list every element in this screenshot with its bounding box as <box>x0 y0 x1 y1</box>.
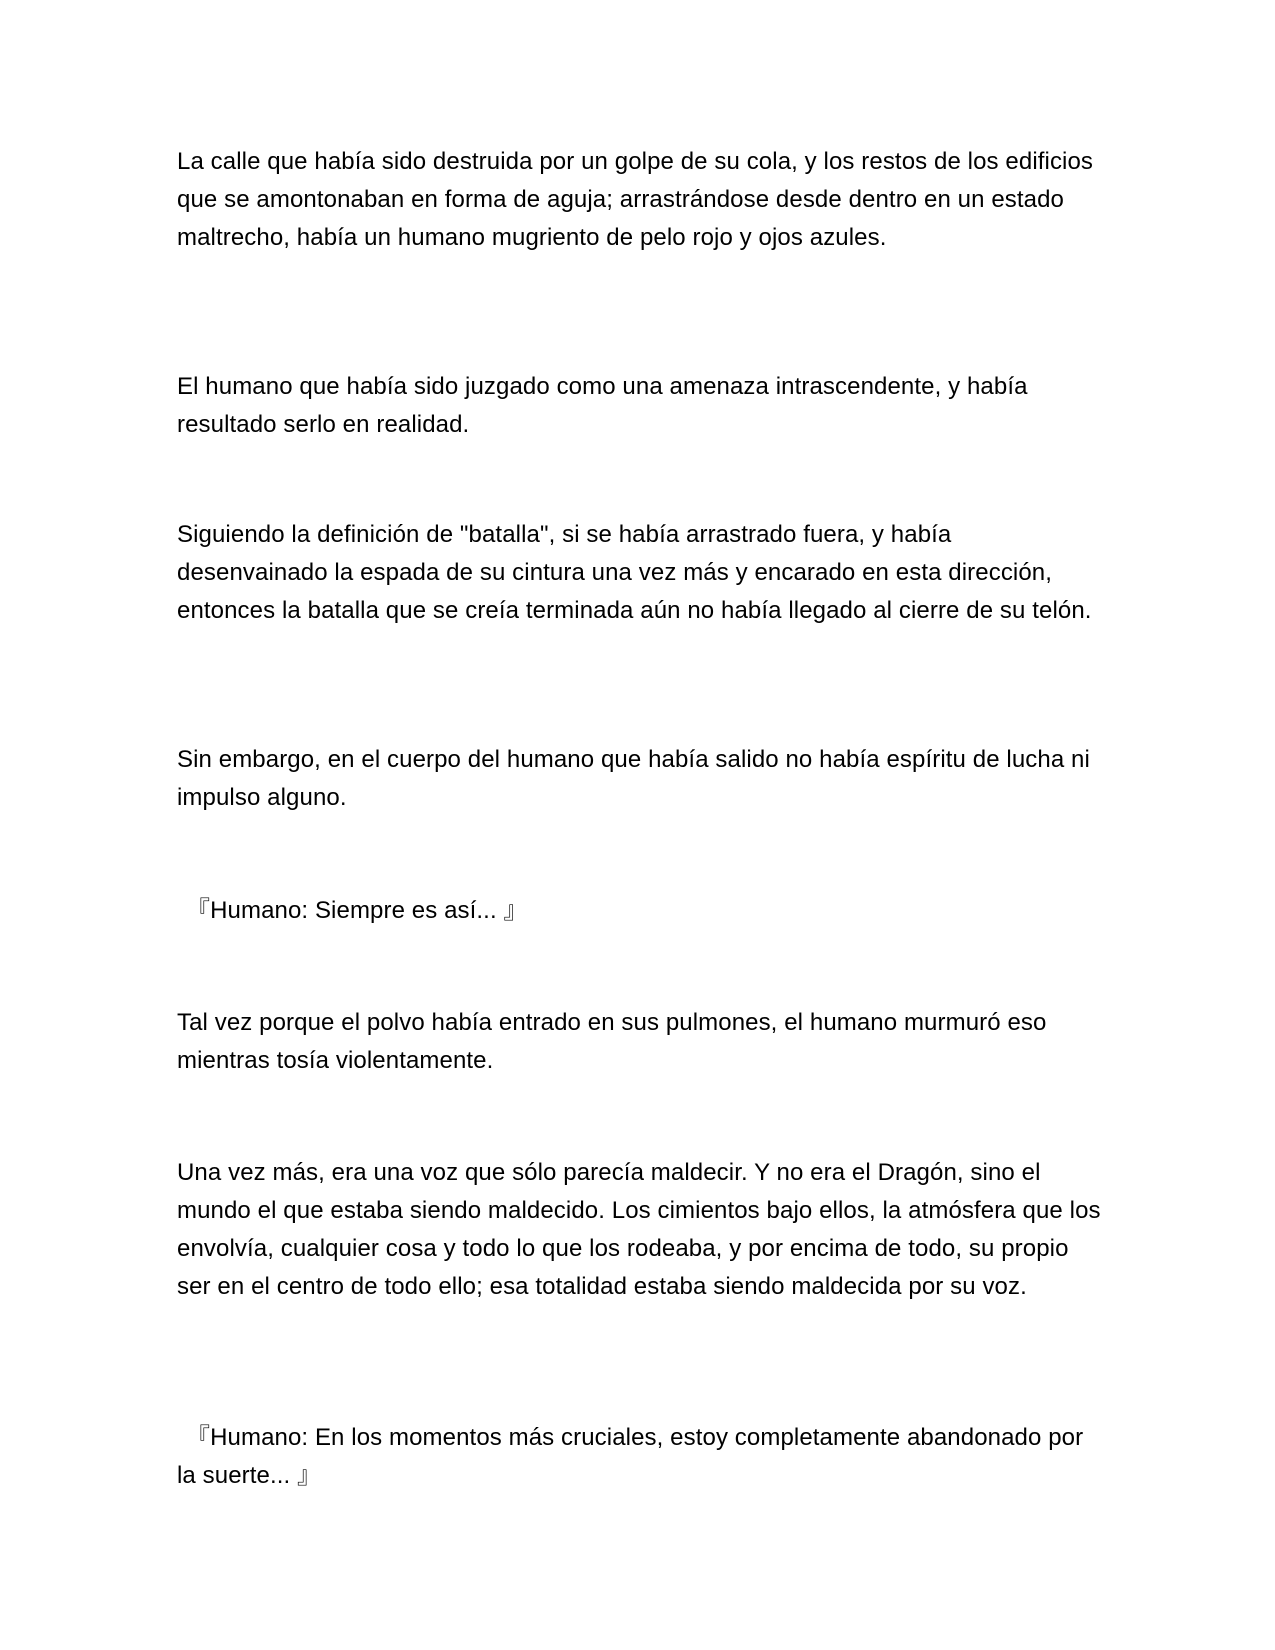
paragraph-battle-definition: Siguiendo la definición de "batalla", si se había arrastrado fuera, y había desenvainado la espada de su cintura una vez más y encarado en esta dirección, entonces la batalla que se creía terminada aún no había llegado al cierre de su telón. <box>177 521 1092 624</box>
paragraph-human-judged: El humano que había sido juzgado como una amenaza intrascendente, y había resultado serlo en realidad. <box>177 373 1035 438</box>
paragraph-no-fighting-spirit: Sin embargo, en el cuerpo del humano que había salido no había espíritu de lucha ni impulso alguno. <box>177 746 1097 811</box>
paragraph-human-coughing: Tal vez porque el polvo había entrado en sus pulmones, el humano murmuró eso mientras tosía violentamente. <box>177 1009 1054 1074</box>
dialogue-abandoned-by-luck: 『Humano: En los momentos más cruciales, estoy completamente abandonado por la suerte... 』 <box>177 1424 1090 1489</box>
paragraph-cursing-voice: Una vez más, era una voz que sólo parecía maldecir. Y no era el Dragón, sino el mundo el que estaba siendo maldecido. Los cimientos bajo ellos, la atmósfera que los envolvía, cualquier cosa y todo lo que los rodeaba, y por encima de todo, su propio ser en el centro de todo ello; esa totalidad estaba siendo maldecida por su voz. <box>177 1159 1108 1300</box>
paragraph-street-description: La calle que había sido destruida por un golpe de su cola, y los restos de los edificios que se amontonaban en forma de aguja; arrastrándose desde dentro en un estado maltrecho, había un humano mugriento de pelo rojo y ojos azules. <box>177 148 1100 251</box>
dialogue-always-like-this: 『Humano: Siempre es así... 』 <box>186 897 528 924</box>
